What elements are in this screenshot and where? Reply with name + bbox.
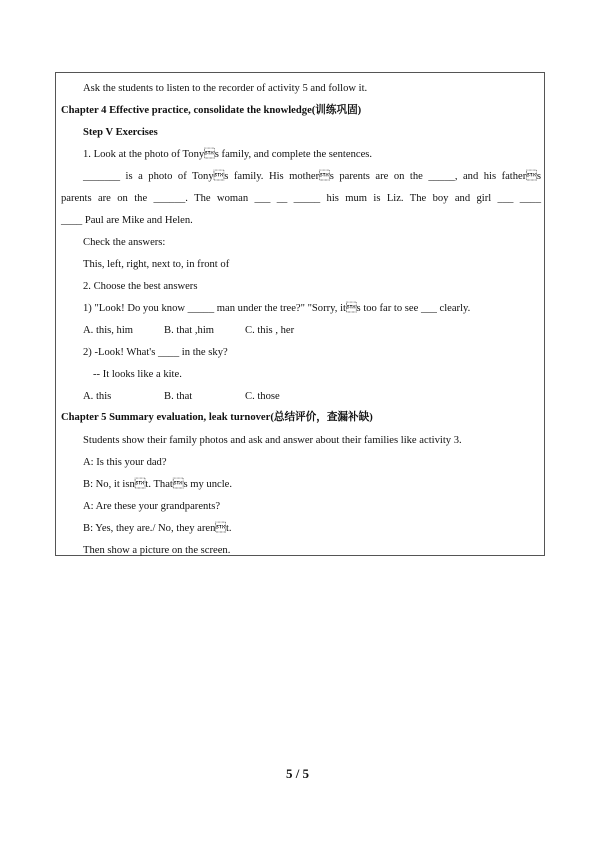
dialogue-line-4: B: Yes, they are./ No, they arent.	[83, 523, 232, 534]
question-1-options	[83, 324, 294, 337]
question-1: 1) "Look! Do you know _____ man under the tree?" "Sorry, its too far to see ___ clearly.	[83, 303, 471, 314]
instruction-text: Ask the students to listen to the recorder of activity 5 and follow it.	[83, 83, 368, 94]
exercise-1-sentence-line2: parents are on the ______. The woman ___ __ _____ his mum is Liz. The boy and girl ___ ____	[61, 193, 541, 204]
exercise-1-sentence-line1: _______ is a photo of Tonys family. His mothers parents are on the _____, and his fathers	[83, 171, 541, 182]
step-heading: Step V Exercises	[83, 127, 158, 138]
option-c: C. this , her	[245, 325, 295, 336]
dialogue-line-2: B: No, it isnt. Thats my uncle.	[83, 479, 232, 490]
option-b: B. that	[164, 391, 193, 402]
option-a: A. this, him	[83, 325, 134, 336]
dialogue-line-1: A: Is this your dad?	[83, 457, 167, 468]
dialogue-line-3: A: Are these your grandparents?	[83, 501, 221, 512]
option-c: C. those	[245, 391, 280, 402]
exercise-1-sentence-line3: ____ Paul are Mike and Helen.	[61, 215, 193, 226]
check-answers-label: Check the answers:	[83, 237, 166, 248]
question-2-options	[83, 390, 280, 403]
exercise-1-prompt: 1. Look at the photo of Tonys family, and complete the sentences.	[83, 149, 373, 160]
question-2-response: -- It looks like a kite.	[93, 369, 182, 380]
activity-instruction: Students show their family photos and ask and answer about their families like activity 3.	[83, 435, 462, 446]
option-a: A. this	[83, 391, 112, 402]
chapter-4-heading: Chapter 4 Effective practice, consolidate the knowledge(训练巩固)	[61, 105, 362, 116]
exercise-2-prompt: 2. Choose the best answers	[83, 281, 198, 292]
option-b: B. that ,him	[164, 325, 215, 336]
chapter-5-heading: Chapter 5 Summary evaluation, leak turnover(总结评价，查漏补缺)	[61, 412, 373, 423]
answers-text: This, left, right, next to, in front of	[83, 259, 230, 270]
closing-instruction: Then show a picture on the screen.	[83, 545, 231, 556]
question-2: 2) -Look! What's ____ in the sky?	[83, 347, 228, 358]
page-number: 5 / 5	[285, 766, 310, 781]
